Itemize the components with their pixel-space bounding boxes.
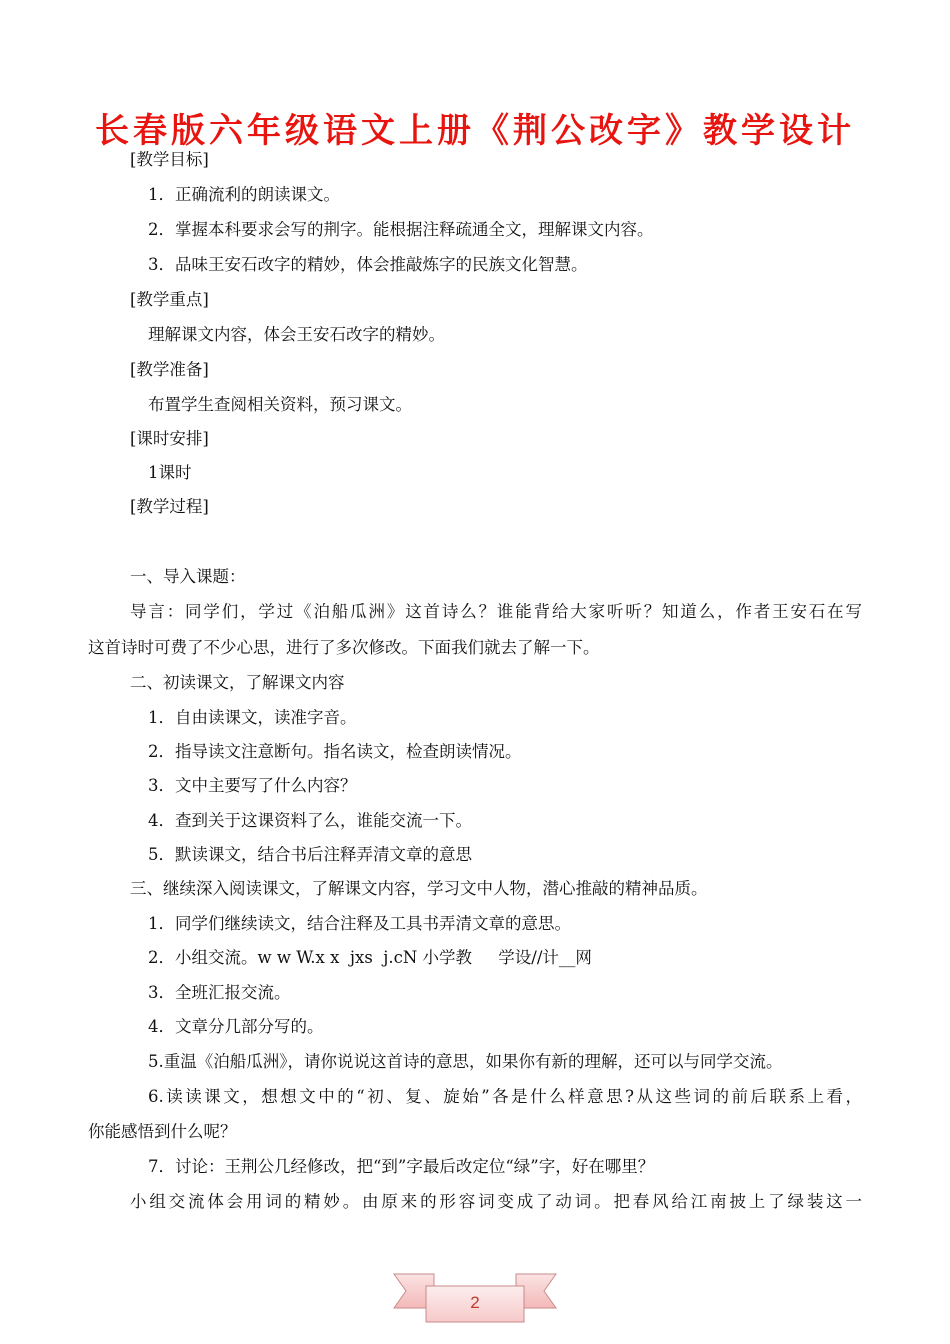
text-line: 1课时 (148, 463, 192, 482)
text-line: 3．文中主要写了什么内容？ (148, 776, 357, 795)
section-heading: 三、继续深入阅读课文，了解课文内容，学习文中人物，潜心推敲的精神品质。 (130, 879, 708, 898)
text-line: 理解课文内容，体会王安石改字的精妙。 (148, 325, 445, 344)
text-line: 3．全班汇报交流。 (148, 983, 291, 1002)
page-number: 2 (470, 1293, 480, 1312)
text-line: 1．正确流利的朗读课文。 (148, 185, 340, 204)
text-line: 你能感悟到什么呢？ (88, 1122, 237, 1141)
text-line: 2．指导读文注意断句。指名读文，检查朗读情况。 (148, 742, 522, 761)
section-heading: 二、初读课文，了解课文内容 (130, 673, 345, 692)
heading-key-points: [教学重点] (130, 290, 209, 309)
text-line: 1．同学们继续读文，结合注释及工具书弄清文章的意思。 (148, 914, 571, 933)
text-line: 1．自由读课文，读准字音。 (148, 708, 357, 727)
text-line: 3．品味王安石改字的精妙，体会推敲炼字的民族文化智慧。 (148, 255, 588, 274)
text-line: 5.重温《泊船瓜洲》，请你说说这首诗的意思，如果你有新的理解，还可以与同学交流。 (148, 1052, 783, 1071)
section-heading: 一、导入课题： (130, 567, 246, 586)
document-title: 长春版六年级语文上册《荆公改字》教学设计 (95, 111, 855, 151)
page-footer (392, 1268, 558, 1332)
text-line: 7．讨论：王荆公几经修改，把“到”字最后改定位“绿”字，好在哪里？ (148, 1157, 655, 1176)
heading-schedule: [课时安排] (130, 429, 209, 448)
heading-preparation: [教学准备] (130, 360, 209, 379)
text-line: 2．小组交流。w w W.x x jxs j.cN 小学教 学设//计__网 (148, 948, 592, 967)
text-line: 4．查到关于这课资料了么，谁能交流一下。 (148, 811, 472, 830)
text-line: 2．掌握本科要求会写的荆字。能根据注释疏通全文，理解课文内容。 (148, 220, 654, 239)
text-line: 6.读读课文，想想文中的“初、复、旋始”各是什么样意思?从这些词的前后联系上看， (148, 1087, 862, 1106)
text-line: 导言：同学们，学过《泊船瓜洲》这首诗么？谁能背给大家听听？知道么，作者王安石在写 (130, 602, 862, 621)
heading-process: [教学过程] (130, 497, 209, 516)
heading-objectives: [教学目标] (130, 150, 209, 169)
text-line: 5．默读课文，结合书后注释弄清文章的意思 (148, 845, 472, 864)
text-line: 布置学生查阅相关资料，预习课文。 (148, 395, 412, 414)
text-line: 小组交流体会用词的精妙。由原来的形容词变成了动词。把春风给江南披上了绿装这一 (130, 1192, 862, 1211)
text-line: 这首诗时可费了不少心思，进行了多次修改。下面我们就去了解一下。 (88, 638, 600, 657)
text-line: 4．文章分几部分写的。 (148, 1017, 324, 1036)
